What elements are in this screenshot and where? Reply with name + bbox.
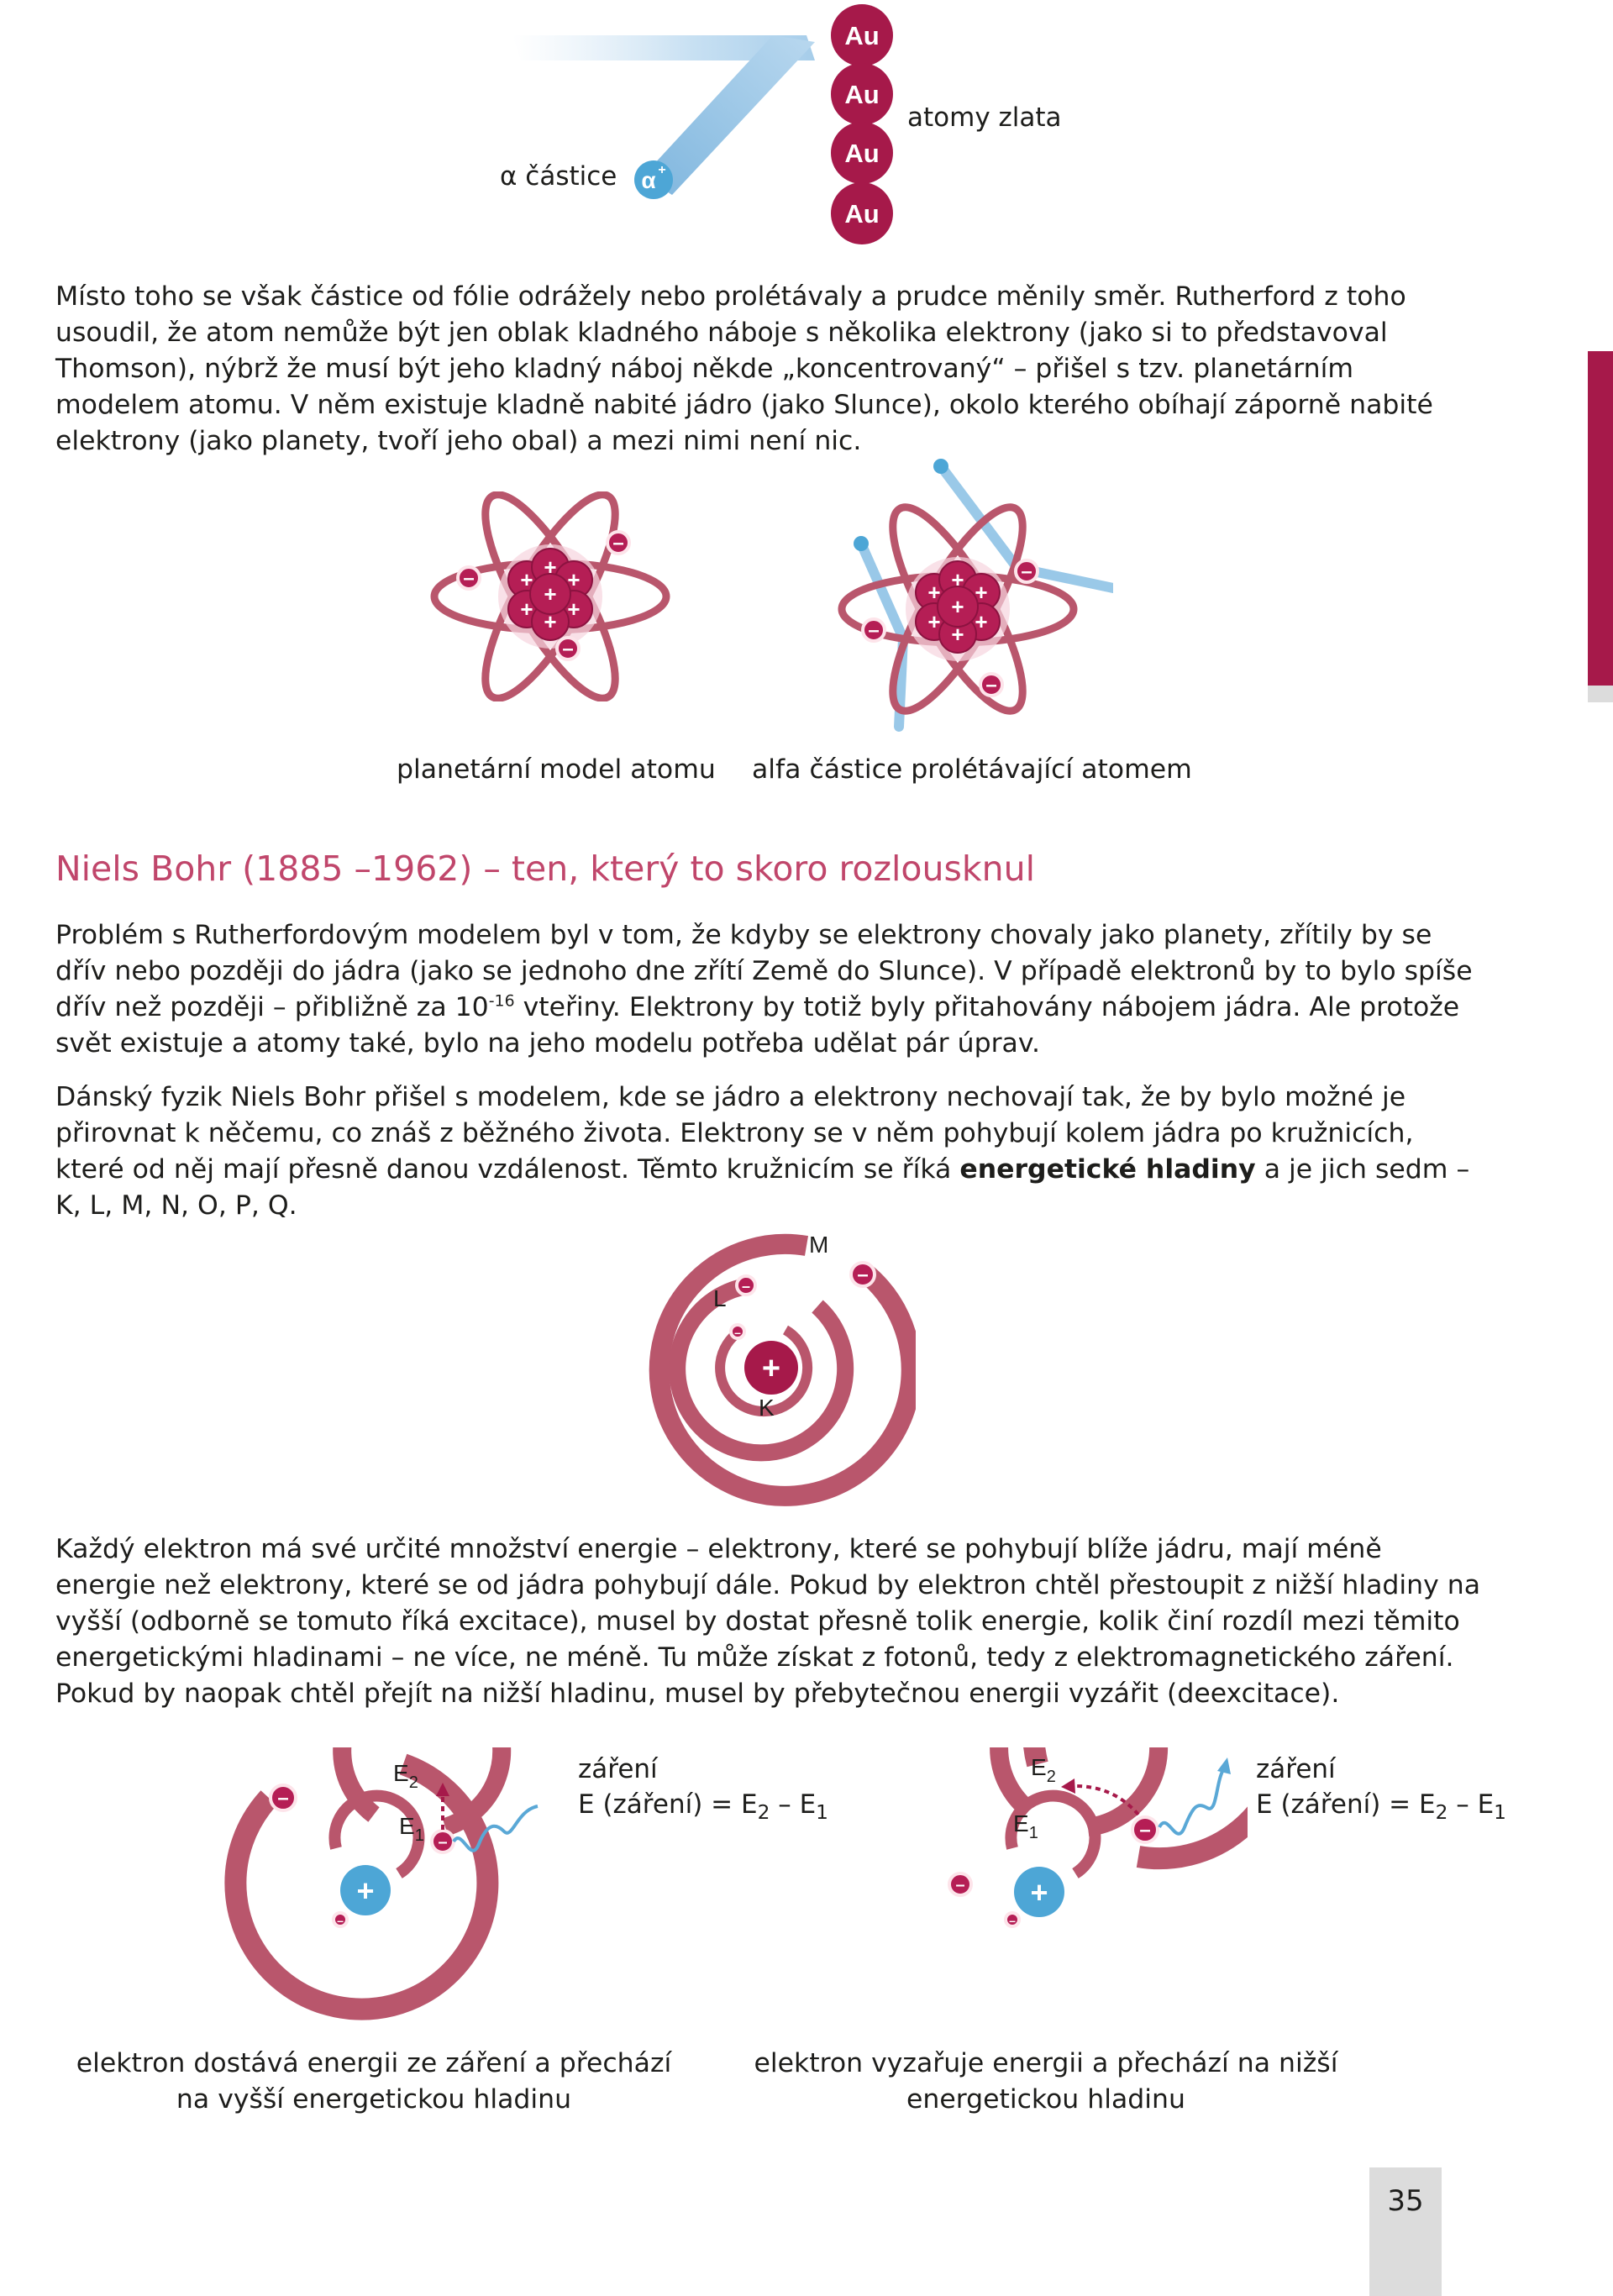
svg-text:+: + [567, 596, 581, 622]
svg-text:+: + [761, 1351, 781, 1386]
svg-text:–: – [741, 1278, 751, 1295]
svg-text:E2: $E_2$ [1031, 1754, 1056, 1786]
bohr-electrons [731, 1263, 875, 1338]
level-m-label: M [809, 1232, 829, 1258]
planetary-atom-model-icon [420, 491, 680, 701]
paragraph-bohr-model: Dánský fyzik Niels Bohr přišel s modelem, kde se jádro a elektrony nechovají tak, že by bylo možné je přirovnat k něčemu, co znáš z běžného života. Elektrony se v něm pohybují kolem jádra po kružnicích, které od něj mají přesně danou vzdálenost. Těmto kružnicím se říká energetické hladiny a je jich sedm – K, L, M, N, O, P, Q. [55, 1082, 1470, 1221]
svg-text:–: – [1021, 560, 1032, 583]
svg-text:–: – [1139, 1819, 1151, 1842]
alpha-particle [634, 160, 673, 199]
radiation-label-left: záření [578, 1754, 658, 1784]
svg-text:+: + [927, 580, 941, 605]
svg-text:–: – [438, 1833, 448, 1852]
chapter-side-tab-end [1588, 686, 1613, 702]
svg-text:+: + [951, 594, 964, 619]
svg-text:+: + [520, 567, 533, 592]
svg-text:+: + [544, 554, 557, 580]
paragraph-rutherford: Místo toho se však částice od fólie odrážely nebo prolétávaly a prudce měnily směr. Rutherford z toho usoudil, že atom nemůže být jen oblak kladného náboje s několika elektrony (jako si to představoval Thomson), nýbrž že musí být jeho kladný náboj někde „koncentrovaný“ – přišel s tzv. planetárním modelem atomu. V něm existuje kladně nabité jádro (jako Slunce), okolo kterého obíhají záporně nabité elektrony (jako planety, tvoří jeho obal) a mezi nimi není nic. [55, 281, 1433, 456]
gold-atom-label: Au [844, 199, 880, 229]
svg-text:+: + [927, 609, 941, 634]
level-l-label: L [713, 1285, 727, 1311]
svg-text:–: – [857, 1264, 869, 1286]
caption-excitation: elektron dostává energii ze záření a přechází na vyšší energetickou hladinu [76, 2048, 672, 2115]
caption-planetary-model: planetární model atomu [397, 754, 716, 785]
page-number: 35 [1387, 2184, 1424, 2218]
svg-text:–: – [955, 1876, 965, 1894]
svg-text:–: – [985, 674, 997, 696]
gold-atoms-label: atomy zlata [907, 102, 1062, 133]
svg-text:+: + [975, 580, 988, 605]
svg-text:+: + [951, 622, 964, 647]
chapter-side-tab [1588, 351, 1613, 686]
excitation-figure [223, 1747, 575, 2033]
caption-deexcitation: elektron vyzařuje energii a přechází na nižší energetickou hladinu [754, 2048, 1338, 2115]
svg-text:–: – [868, 619, 880, 642]
term-energy-levels: energetické hladiny [959, 1154, 1256, 1185]
svg-text:–: – [337, 1914, 344, 1927]
svg-text:+: + [567, 567, 581, 592]
gold-atom-label: Au [844, 139, 880, 168]
caption-alpha-through-atom: alfa částice prolétávající atomem [752, 754, 1192, 785]
section-heading-bohr: Niels Bohr (1885 –1962) – ten, který to skoro rozlousknul [55, 849, 1035, 889]
svg-text:+: + [1030, 1875, 1048, 1910]
bohr-model-figure [626, 1222, 916, 1512]
svg-text:+: + [544, 609, 557, 634]
svg-text:+: + [356, 1873, 375, 1908]
svg-text:–: – [734, 1326, 741, 1339]
emitted-photon-wave [1159, 1768, 1224, 1834]
svg-text:–: – [277, 1787, 289, 1810]
energy-formula-left: E (záření) = $E_2 - E_1$ [578, 1789, 828, 1824]
level-k-label: K [759, 1395, 775, 1421]
svg-text:+: + [544, 581, 557, 607]
alpha-through-atom-icon [828, 449, 1113, 735]
svg-text:E1: $E_1$ [399, 1813, 424, 1845]
gold-atom-label: Au [844, 21, 880, 50]
energy-formula-right: E (záření) = $E_2 - E_1$ [1256, 1789, 1506, 1824]
deexcitation-figure [895, 1747, 1248, 2033]
svg-text:+: + [951, 567, 964, 592]
paragraph-rutherford-problem: Problém s Rutherfordovým modelem byl v tom, že kdyby se elektrony chovaly jako planety, zřítily by se dřív nebo později do jádra (jako se jednoho dne zřítí Země do Slunce). V případě elektronů by to bylo spíše dřív než později – přibližně za $10^{-16}$ vteřiny. Elektrony by totiž byly přitahovány nábojem jádra. Ale protože svět existuje a atomy také, bylo na jeho modelu potřeba udělat pár úprav. [55, 920, 1473, 1059]
svg-text:–: – [463, 567, 475, 590]
svg-text:α: α [641, 167, 656, 193]
svg-text:+: + [975, 609, 988, 634]
svg-text:–: – [612, 532, 624, 554]
svg-text:E1: $E_1$ [1013, 1810, 1038, 1842]
svg-text:+: + [658, 163, 666, 177]
svg-text:–: – [562, 638, 574, 660]
gold-atom-label: Au [844, 80, 880, 109]
svg-text:–: – [1009, 1914, 1016, 1927]
alpha-particle-label: α částice [500, 161, 617, 192]
radiation-label-right: záření [1256, 1754, 1336, 1784]
svg-text:E2: $E_2$ [393, 1760, 418, 1792]
svg-text:+: + [520, 596, 533, 622]
gold-atom-stack [831, 4, 893, 244]
paragraph-energy-levels: Každý elektron má své určité množství energie – elektrony, které se pohybují blíže jádru, mají méně energie než elektrony, které se od jádra pohybují dále. Pokud by elektron chtěl přestoupit z nižší hladiny na vyšší (odborně se tomuto říká excitace), musel by dostat přesně tolik energie, kolik činí rozdíl mezi těmito energetickými hladinami – ne více, ne méně. Tu může získat z fotonů, tedy z elektromagnetického záření. Pokud by naopak chtěl přejít na nižší hladinu, musel by přebytečnou energii vyzářit (deexcitace). [55, 1534, 1481, 1709]
